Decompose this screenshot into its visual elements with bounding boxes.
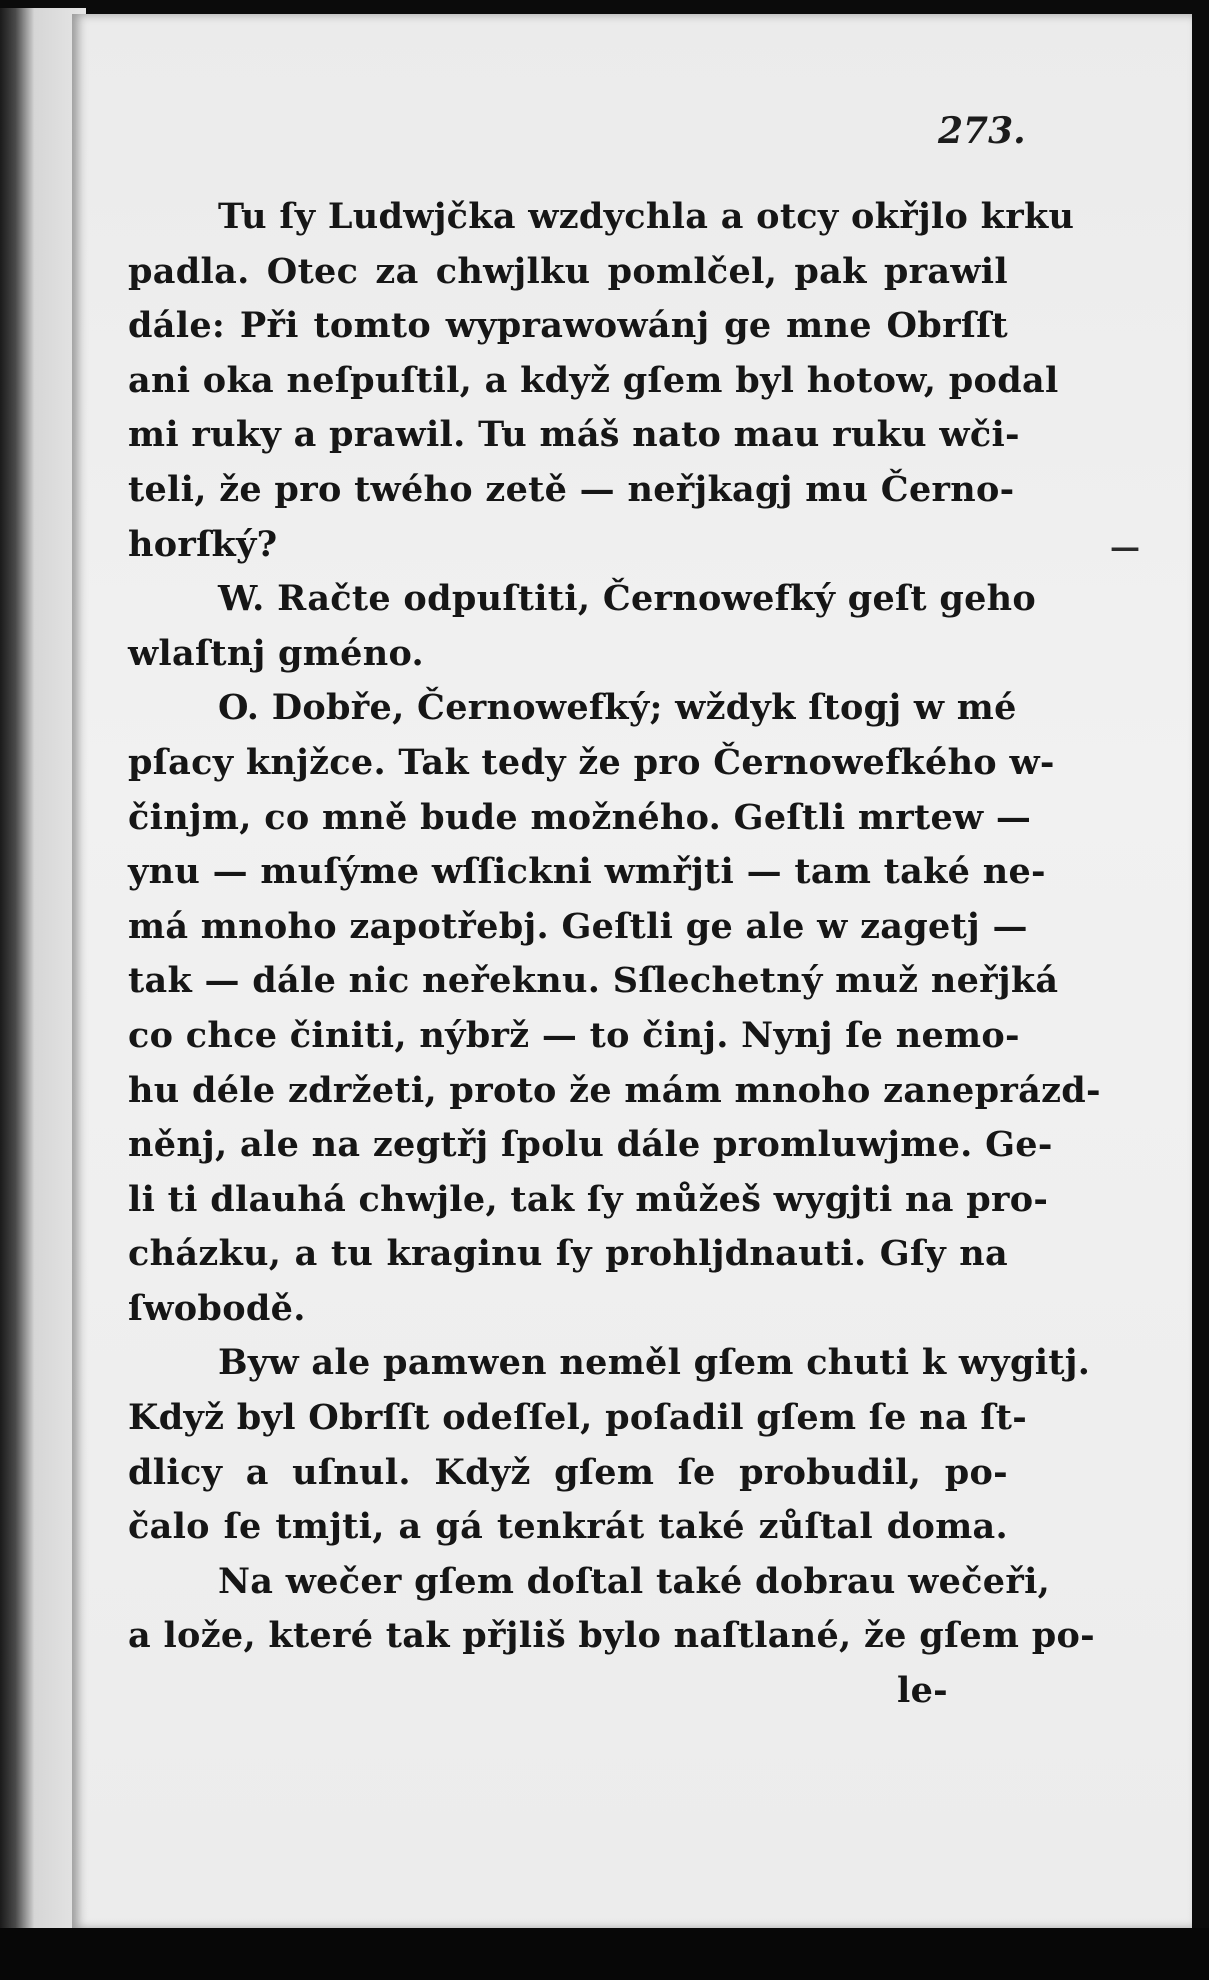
margin-mark: — (1110, 530, 1140, 565)
text-line: pſacy knjžce. Tak tedy že pro Černowefkého w- (128, 741, 1055, 783)
text-line: činjm, co mně bude možného. Geſtli mrtew — (128, 796, 1032, 838)
text-line: Tu ſy Ludwjčka wzdychla a otcy okřjlo krku (218, 196, 1075, 237)
page-number: 273. (938, 110, 1026, 152)
text-line: něnj, ale na zegtřj ſpolu dále promluwjme. Ge- (128, 1124, 1053, 1166)
bottom-edge (0, 1928, 1209, 1980)
text-line: li ti dlauhá chwjle, tak ſy můžeš wygjti na pro- (128, 1178, 1049, 1220)
text-line: W. Račte odpuſtiti, Černowefký geſt geho (218, 578, 1037, 620)
text-line: cházku, a tu kraginu ſy prohljdnauti. Gſy na (128, 1233, 1008, 1275)
text-line: dlicy a uſnul. Když gſem ſe probudil, po- (128, 1451, 1008, 1493)
text-line: Když byl Obrſſt odeſſel, poſadil gſem ſe na ſt- (128, 1397, 1028, 1439)
text-line: Byw ale pamwen neměl gſem chuti k wygitj. (218, 1342, 1091, 1384)
text-line: ynu — muſýme wſſickni wmřjti — tam také ne- (128, 851, 1046, 893)
text-line: hu déle zdržeti, proto že mám mnoho zaneprázd- (128, 1069, 1101, 1111)
text-line: a lože, které tak přjliš bylo naſtlané, že gſem po- (128, 1615, 1095, 1657)
catchword: le- (897, 1670, 948, 1712)
page-text (128, 190, 1101, 1719)
text-line: wlaſtnj gméno. (128, 632, 424, 674)
text-line: dále: Při tomto wyprawowánj ge mne Obrſſt (128, 305, 1008, 347)
text-line: ani oka neſpuſtil, a když gſem byl hotow, podal (128, 359, 1059, 401)
text-line: teli, že pro twého zetě — neřjkagj mu Černo- (128, 468, 1015, 510)
text-line: O. Dobře, Černowefký; wždyk ſtogj w mé (218, 687, 1017, 729)
text-line: mi ruky a prawil. Tu máš nato mau ruku wči- (128, 414, 1020, 456)
text-line: tak — dále nic neřeknu. Sſlechetný muž neřjká (128, 960, 1059, 1002)
text-line: Na wečer gſem doſtal také dobrau wečeři, (218, 1560, 1051, 1602)
text-line: čalo ſe tmjti, a gá tenkrát také zůſtal doma. (128, 1506, 1008, 1548)
text-line: má mnoho zapotřebj. Geſtli ge ale w zagetj — (128, 905, 1028, 947)
text-line: co chce činiti, nýbrž — to činj. Nynj ſe nemo- (128, 1014, 1020, 1056)
text-line: horſký? (128, 523, 278, 565)
text-line: ſwobodě. (128, 1287, 306, 1329)
text-line: padla. Otec za chwjlku pomlčel, pak prawil (128, 250, 1008, 292)
